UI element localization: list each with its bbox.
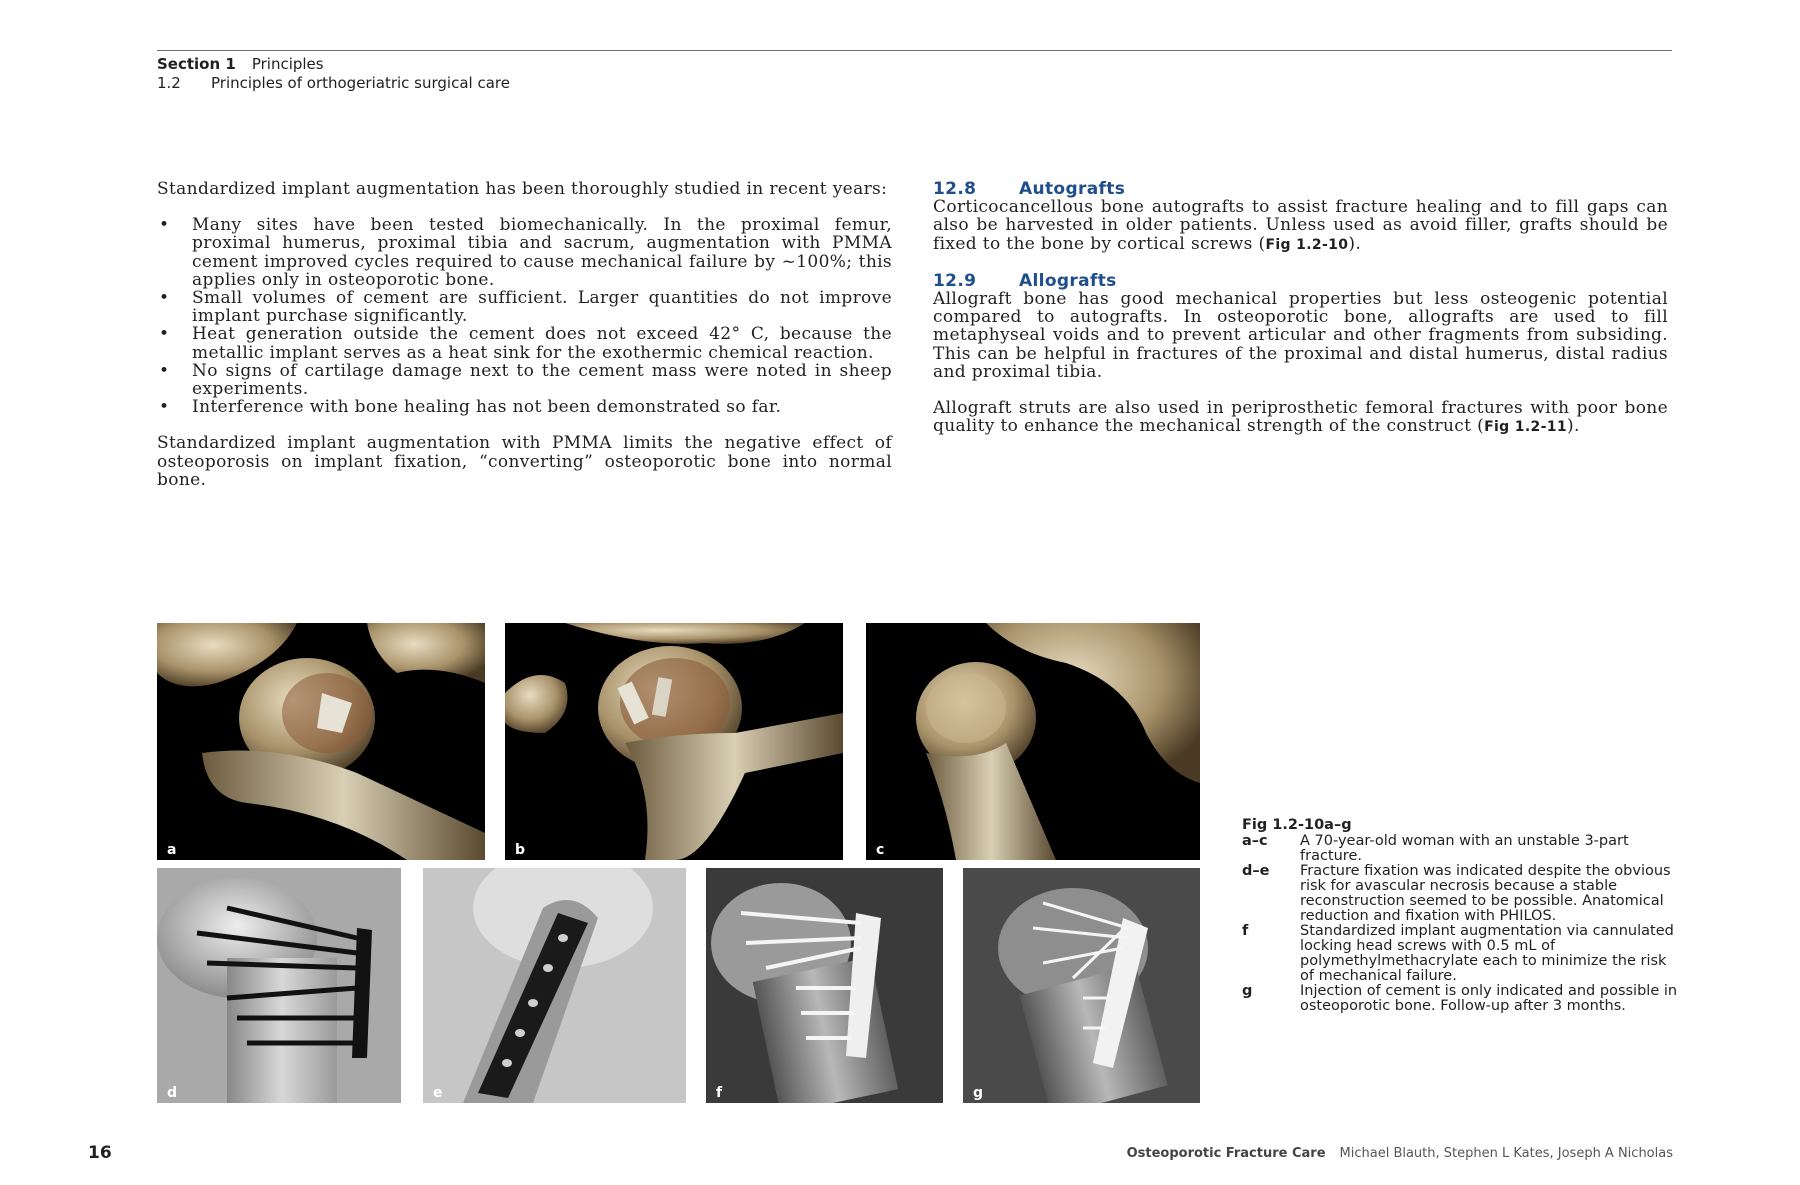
section-label: Section 1 <box>157 55 236 73</box>
ct-reconstruction-image <box>157 623 485 860</box>
conclusion-paragraph: Standardized implant augmentation with PMMA limits the negative effect of osteoporosis on implant fixation, “converting” osteoporotic bone into normal bone. <box>157 433 892 490</box>
autografts-text: Corticocancellous bone autografts to assist fracture healing and to fill gaps can also be harvested in older patients. Unless used as avoid filler, grafts should be fixed to the bone by cortical screws ( <box>933 197 1668 254</box>
caption-key: a–c <box>1242 833 1268 849</box>
panel-label: a <box>167 842 177 858</box>
caption-row <box>1242 924 1682 984</box>
right-column <box>933 180 1668 436</box>
caption-text: Injection of cement is only indicated and possible in osteoporotic bone. Follow-up after 3 months. <box>1300 983 1678 1014</box>
panel-label: b <box>515 842 526 858</box>
paragraph-end: ). <box>1566 416 1580 437</box>
figure-caption <box>1242 818 1682 1014</box>
allograft-struts-paragraph <box>933 399 1668 436</box>
figure-panel-c <box>866 623 1200 860</box>
bullet-list <box>157 216 892 416</box>
caption-key: g <box>1242 983 1253 999</box>
caption-title: Fig 1.2-10a–g <box>1242 817 1352 833</box>
bullet-item: • Many sites have been tested biomechanically. In the proximal femur, proximal humerus, proximal tibia and sacrum, augmentation with PMMA cement improved cycles required to cause mechanical failure by ~100%; this applies only in osteoporotic bone. <box>157 216 892 289</box>
page-number: 16 <box>88 1143 112 1163</box>
allografts-paragraph: Allograft bone has good mechanical properties but less osteogenic potential compared to autografts. In osteoporotic bone, allografts are used to fill metaphyseal voids and to prevent articular and other fragments from subsiding. This can be helpful in fractures of the proximal and distal humerus, distal radius and proximal tibia. <box>933 289 1668 382</box>
figure-panel-g <box>963 868 1200 1103</box>
figure-panel-f <box>706 868 943 1103</box>
panel-label: e <box>433 1085 443 1101</box>
bullet-item: • Interference with bone healing has not been demonstrated so far. <box>157 398 892 416</box>
ct-reconstruction-image <box>866 623 1200 860</box>
figure-reference[interactable]: Fig 1.2-11 <box>1484 419 1567 436</box>
xray-image <box>963 868 1200 1103</box>
heading-number: 12.8 <box>933 179 977 199</box>
struts-text: Allograft struts are also used in periprosthetic femoral fractures with poor bone quality to enhance the mechanical strength of the construct ( <box>933 398 1668 437</box>
xray-image <box>706 868 943 1103</box>
chapter-title: Principles of orthogeriatric surgical care <box>211 74 510 92</box>
autografts-paragraph <box>933 198 1668 254</box>
caption-row <box>1242 834 1682 864</box>
figure-panel-b <box>505 623 843 860</box>
bullet-item: • No signs of cartilage damage next to the cement mass were noted in sheep experiments. <box>157 362 892 398</box>
heading-autografts <box>933 180 1668 198</box>
figure-panel-a <box>157 623 485 860</box>
panel-label: g <box>973 1085 984 1101</box>
caption-row <box>1242 984 1682 1014</box>
heading-title: Allografts <box>1019 270 1117 291</box>
left-column <box>157 180 892 489</box>
heading-number: 12.9 <box>933 270 977 291</box>
chapter-number: 1.2 <box>157 74 181 92</box>
caption-key: f <box>1242 923 1249 939</box>
panel-label: d <box>167 1085 178 1101</box>
caption-text: Fracture fixation was indicated despite the obvious risk for avascular necrosis because a stable reconstruction seemed to be possible. Anatomical reduction and fixation with PHILOS. <box>1300 863 1671 924</box>
panel-label: f <box>716 1085 723 1101</box>
xray-image <box>157 868 401 1103</box>
header-rule <box>157 50 1672 51</box>
paragraph-end: ). <box>1348 233 1362 254</box>
intro-paragraph: Standardized implant augmentation has been thoroughly studied in recent years: <box>157 179 888 199</box>
panel-label: c <box>876 842 885 858</box>
heading-title: Autografts <box>1019 179 1126 199</box>
ct-reconstruction-image <box>505 623 843 860</box>
book-title: Osteoporotic Fracture Care <box>1126 1146 1326 1161</box>
section-title: Principles <box>251 55 324 73</box>
running-header <box>157 55 510 93</box>
authors: Michael Blauth, Stephen L Kates, Joseph A Nicholas <box>1339 1146 1673 1161</box>
xray-image <box>423 868 686 1103</box>
caption-text: Standardized implant augmentation via cannulated locking head screws with 0.5 mL of polymethylmethacrylate each to minimize the risk of mechanical failure. <box>1300 923 1674 984</box>
figure-panel-e <box>423 868 686 1103</box>
heading-allografts <box>933 272 1668 290</box>
figure-panel-d <box>157 868 401 1103</box>
caption-row <box>1242 864 1682 924</box>
caption-key: d–e <box>1242 863 1270 879</box>
running-footer <box>1127 1146 1673 1161</box>
caption-text: A 70-year-old woman with an unstable 3-part fracture. <box>1300 833 1629 864</box>
figure-reference[interactable]: Fig 1.2-10 <box>1265 236 1349 253</box>
bullet-item: • Heat generation outside the cement does not exceed 42° C, because the metallic implant serves as a heat sink for the exothermic chemical reaction. <box>157 325 892 361</box>
bullet-item: • Small volumes of cement are sufficient. Larger quantities do not improve implant purchase significantly. <box>157 289 892 325</box>
